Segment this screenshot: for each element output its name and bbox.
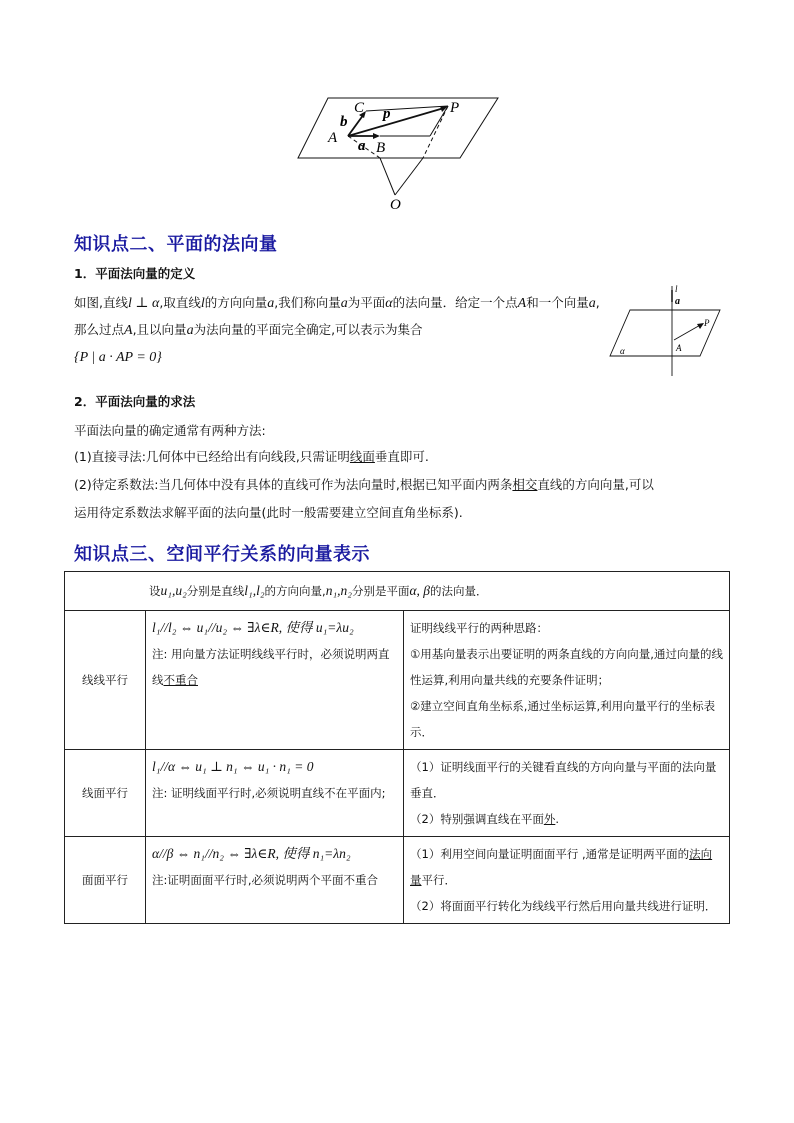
- subheading-method: 2．平面法向量的求法: [74, 394, 196, 409]
- method-undetermined-cont: 运用待定系数法求解平面的法向量(此时一般需要建立空间直角坐标系).: [74, 505, 463, 520]
- section3-heading: 知识点三、空间平行关系的向量表示: [74, 544, 370, 565]
- formula-cell: l₁//α ⇔ u₁ ⊥ n₁ ⇔ u₁ · n₁ = 0 注: 证明线面平行时,必须说明直线不在平面内;: [146, 750, 404, 837]
- label-A-normal: A: [676, 343, 682, 353]
- table-row: [65, 837, 730, 924]
- section2-heading: 知识点二、平面的法向量: [74, 234, 278, 255]
- table-row: [65, 750, 730, 837]
- plane-alpha: [610, 310, 720, 356]
- label-l: l: [675, 284, 678, 294]
- label-C: C: [354, 100, 365, 116]
- row-label-line-plane: 线面平行: [65, 750, 146, 837]
- table-row: [65, 611, 730, 750]
- set-expression: {P | a · AP = 0}: [74, 350, 162, 365]
- label-A: A: [328, 130, 338, 146]
- row-label-line-line: 线线平行: [65, 611, 146, 750]
- line-P-O-solid: [395, 158, 423, 195]
- label-P: P: [450, 100, 460, 116]
- line-A-O-solid: [380, 158, 395, 195]
- row-label-plane-plane: 面面平行: [65, 837, 146, 924]
- parallel-relations-table: [64, 571, 730, 924]
- method-undetermined: (2)待定系数法:当几何体中没有具体的直线可作为法向量时,根据已知平面内两条相交直线的方向向量,可以: [74, 477, 654, 492]
- vector-plane-figure: [290, 90, 510, 215]
- table-header-row: [65, 572, 730, 611]
- vector-AP: [674, 324, 702, 340]
- label-P-normal: P: [704, 318, 710, 328]
- label-a-normal: a: [675, 296, 680, 307]
- normal-vector-definition: 如图,直线l ⊥ α,取直线l的方向向量a,我们称向量a为平面α的法向量．给定一个点A和一个向量a,那么过点A,且以向量a为法向量的平面完全确定,可以表示为集合 {P | a · AP = 0}: [74, 295, 600, 365]
- formula-cell: α//β ⇔ n₁//n₂ ⇔ ∃λ∈R, 使得 n₁=λn₂ 注:证明面面平行时,必须说明两个平面不重合: [146, 837, 404, 924]
- label-O: O: [390, 197, 401, 213]
- label-alpha: α: [620, 346, 625, 356]
- vector-a-arrow: [373, 133, 380, 139]
- formula-cell: l₁//l₂ ⇔ u₁//u₂ ⇔ ∃λ∈R, 使得 u₁=λu₂ 注: 用向量方法证明线线平行时，必须说明两直线不重合: [146, 611, 404, 750]
- label-b: b: [340, 114, 348, 130]
- label-B: B: [376, 140, 386, 156]
- tips-cell: 证明线线平行的两种思路： ①用基向量表示出要证明的两条直线的方向向量,通过向量的线性运算,利用向量共线的充要条件证明； ②建立空间直角坐标系,通过坐标运算,利用向量平行的坐标表示．: [404, 611, 730, 750]
- normal-vector-figure: [608, 282, 728, 378]
- table-header-cell: 设u₁,u₂分别是直线l₁,l₂的方向向量,n₁,n₂分别是平面α, β的法向量．: [65, 572, 730, 611]
- label-p: p: [383, 106, 391, 122]
- plane-outline: [298, 98, 498, 158]
- method-direct: (1)直接寻法:几何体中已经给出有向线段,只需证明线面垂直即可.: [74, 449, 429, 464]
- method-intro: 平面法向量的确定通常有两种方法:: [74, 423, 266, 438]
- subheading-definition: 1．平面法向量的定义: [74, 266, 196, 281]
- label-a: a: [358, 138, 366, 154]
- tips-cell: （1）证明线面平行的关键看直线的方向向量与平面的法向量垂直． （2）特别强调直线在平面外.: [404, 750, 730, 837]
- tips-cell: （1）利用空间向量证明面面平行 ,通常是证明两平面的法向量平行． （2）将面面平行转化为线线平行然后用向量共线进行证明．: [404, 837, 730, 924]
